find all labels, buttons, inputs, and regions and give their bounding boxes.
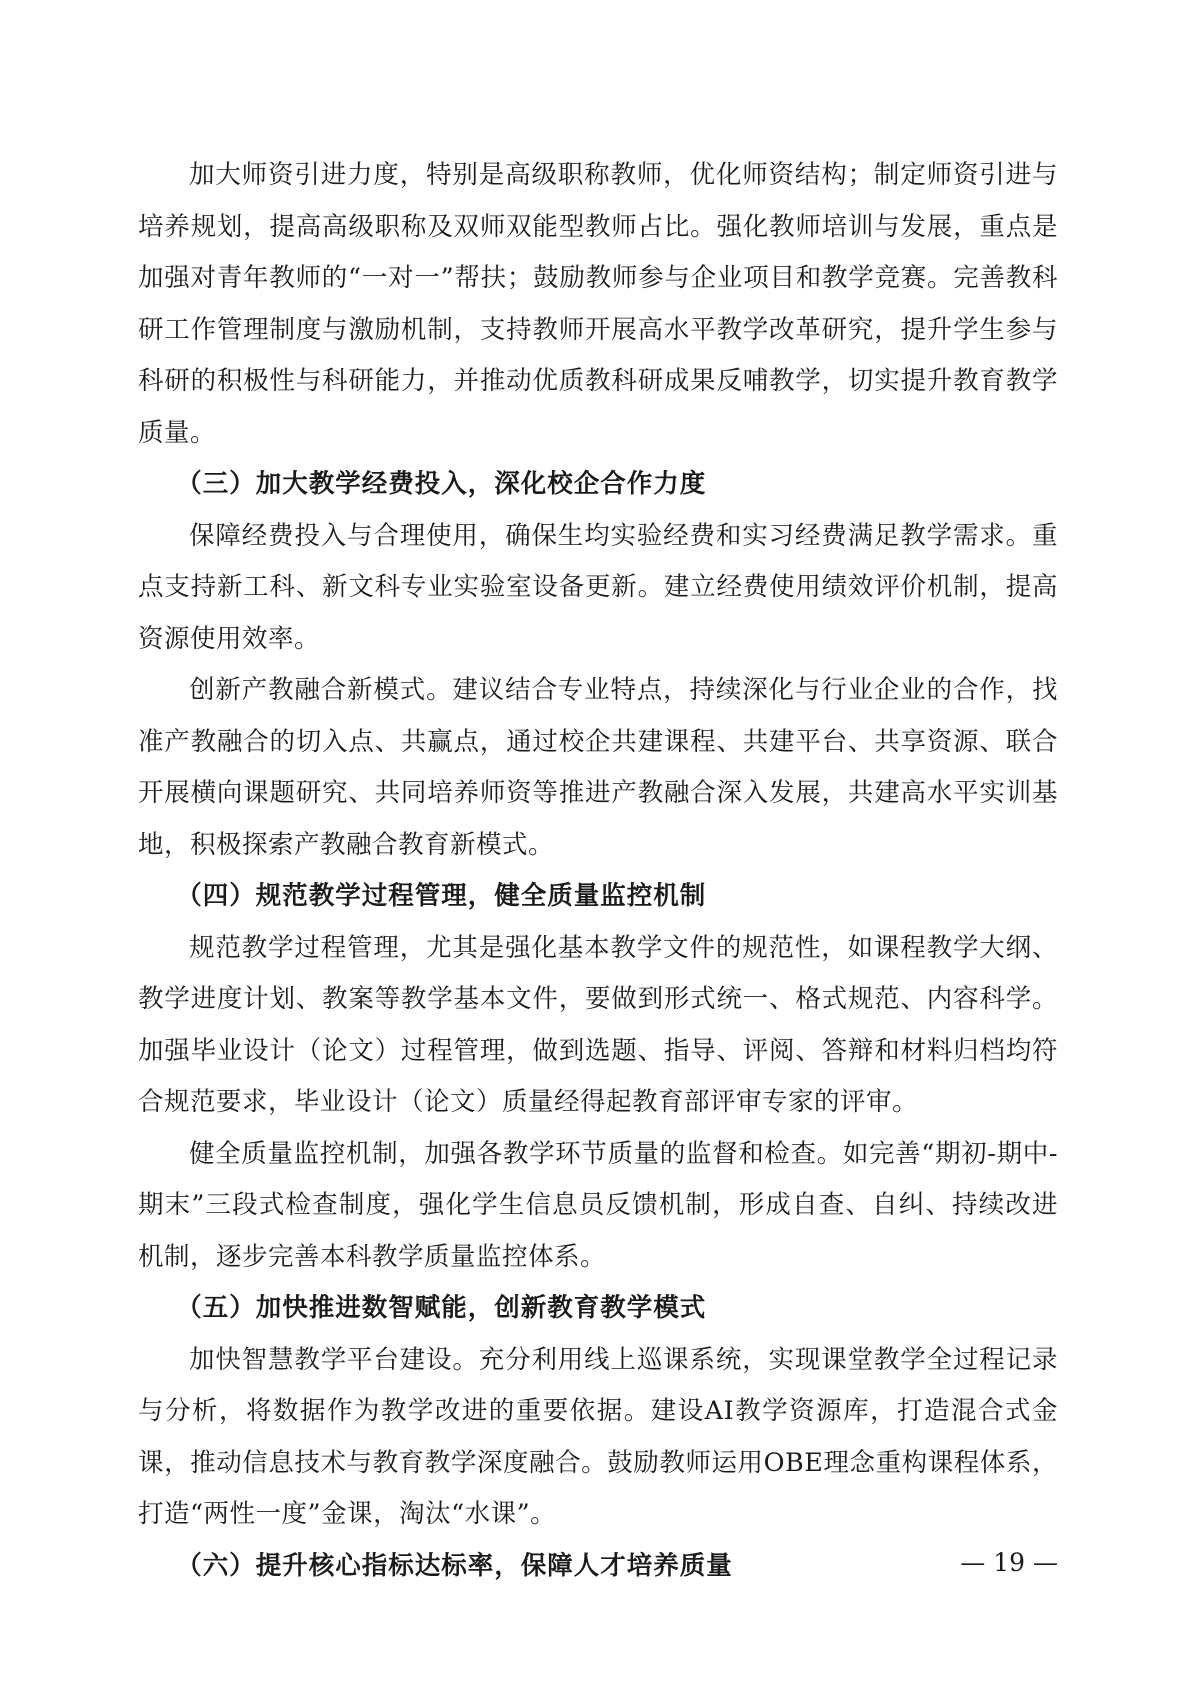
paragraph-process-management: 规范教学过程管理，尤其是强化基本教学文件的规范性，如课程教学大纲、教学进度计划、教案等教学基本文件，要做到形式统一、格式规范、内容科学。加强毕业设计（论文）过程管理，做到选题、指导、评阅、答辩和材料归档均符合规范要求，毕业设计（论文）质量经得起教育部评审专家的评审。 <box>138 932 1058 1117</box>
paragraph-industry-education: 创新产教融合新模式。建议结合专业特点，持续深化与行业企业的合作，找准产教融合的切入点、共赢点，通过校企共建课程、共建平台、共享资源、联合开展横向课题研究、共同培养师资等推进产教融合深入发展，共建高水平实训基地，积极探索产教融合教育新模式。 <box>138 675 1058 860</box>
section-heading-6: （六）提升核心指标达标率，保障人才培养质量 <box>176 1550 733 1581</box>
paragraph-faculty-development: 加大师资引进力度，特别是高级职称教师，优化师资结构；制定师资引进与培养规划，提高高级职称及双师双能型教师占比。强化教师培训与发展，重点是加强对青年教师的“一对一”帮扶；鼓励教师参与企业项目和教学竞赛。完善教科研工作管理制度与激励机制，支持教师开展高水平教学改革研究，提升学生参与科研的积极性与科研能力，并推动优质教科研成果反哺教学，切实提升教育教学质量。 <box>138 160 1058 448</box>
page-number: — 19 — <box>960 1548 1058 1577</box>
paragraph-funding: 保障经费投入与合理使用，确保生均实验经费和实习经费满足教学需求。重点支持新工科、新文科专业实验室设备更新。建立经费使用绩效评价机制，提高资源使用效率。 <box>138 520 1058 654</box>
paragraph-smart-teaching: 加快智慧教学平台建设。充分利用线上巡课系统，实现课堂教学全过程记录与分析，将数据作为教学改进的重要依据。建设AI教学资源库，打造混合式金课，推动信息技术与教育教学深度融合。鼓励教师运用OBE理念重构课程体系，打造“两性一度”金课，淘汰“水课”。 <box>138 1344 1058 1529</box>
paragraph-quality-monitoring: 健全质量监控机制，加强各教学环节质量的监督和检查。如完善“期初-期中-期末”三段式检查制度，强化学生信息员反馈机制，形成自查、自纠、持续改进机制，逐步完善本科教学质量监控体系。 <box>138 1138 1058 1272</box>
document-body <box>138 150 1058 1592</box>
section-heading-5: （五）加快推进数智赋能，创新教育教学模式 <box>176 1293 707 1323</box>
section-heading-4: （四）规范教学过程管理，健全质量监控机制 <box>176 881 707 911</box>
section-heading-3: （三）加大教学经费投入，深化校企合作力度 <box>176 469 707 499</box>
